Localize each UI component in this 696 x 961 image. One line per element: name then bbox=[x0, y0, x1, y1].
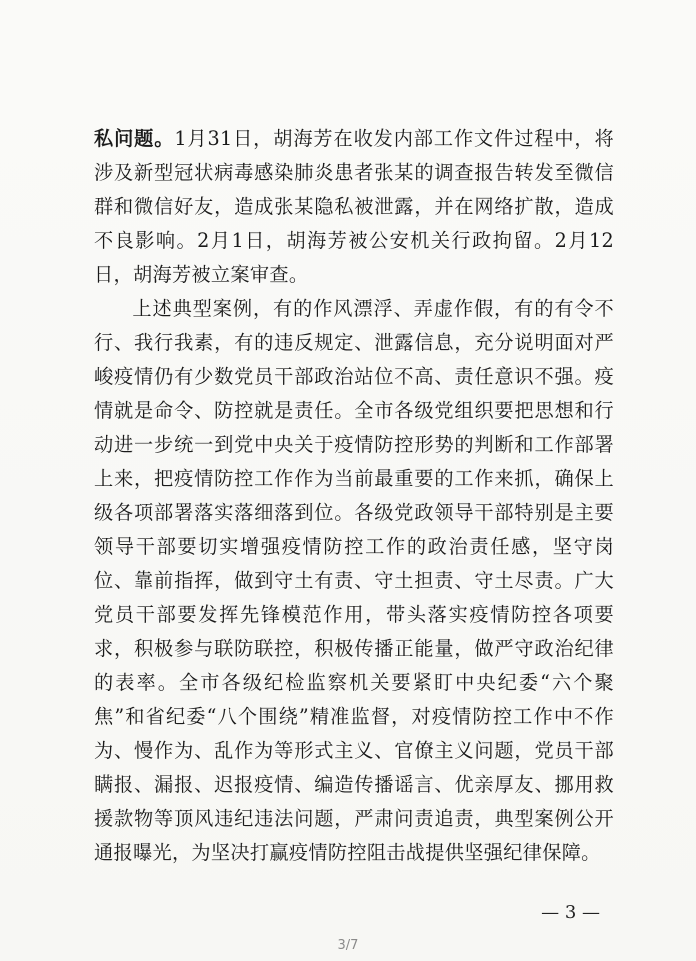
paragraph-2 bbox=[94, 292, 614, 870]
page-number: — 3 — bbox=[541, 902, 600, 923]
paragraph-1 bbox=[94, 122, 614, 292]
document-body bbox=[94, 122, 614, 870]
viewer-page-indicator: 3/7 bbox=[337, 938, 359, 953]
paragraph-1-bold-lead: 私问题。 bbox=[94, 127, 175, 150]
paragraph-2-text: 上述典型案例，有的作风漂浮、弄虚作假，有的有令不行、我行我素，有的违反规定、泄露信息，充分说明面对严峻疫情仍有少数党员干部政治站位不高、责任意识不强。疫情就是命令、防控就是责任。全市各级党组织要把思想和行动进一步统一到党中央关于疫情防控形势的判断和工作部署上来，把疫情防控工作作为当前最重要的工作来抓，确保上级各项部署落实落细落到位。各级党政领导干部特别是主要领导干部要切实增强疫情防控工作的政治责任感，坚守岗位、靠前指挥，做到守土有责、守土担责、守土尽责。广大党员干部要发挥先锋模范作用，带头落实疫情防控各项要求，积极参与联防联控，积极传播正能量，做严守政治纪律的表率。全市各级纪检监察机关要紧盯中央纪委“六个聚焦”和省纪委“八个围绕”精准监督，对疫情防控工作中不作为、慢作为、乱作为等形式主义、官僚主义问题，党员干部瞒报、漏报、迟报疫情、编造传播谣言、优亲厚友、挪用救援款物等顶风违纪违法问题，严肃问责追责，典型案例公开通报曝光，为坚决打赢疫情防控阻击战提供坚强纪律保障。 bbox=[94, 297, 614, 864]
paragraph-1-text: 1月31日，胡海芳在收发内部工作文件过程中，将涉及新型冠状病毒感染肺炎患者张某的调查报告转发至微信群和微信好友，造成张某隐私被泄露，并在网络扩散，造成不良影响。2月1日，胡海芳被公安机关行政拘留。2月12日，胡海芳被立案审查。 bbox=[94, 127, 614, 286]
